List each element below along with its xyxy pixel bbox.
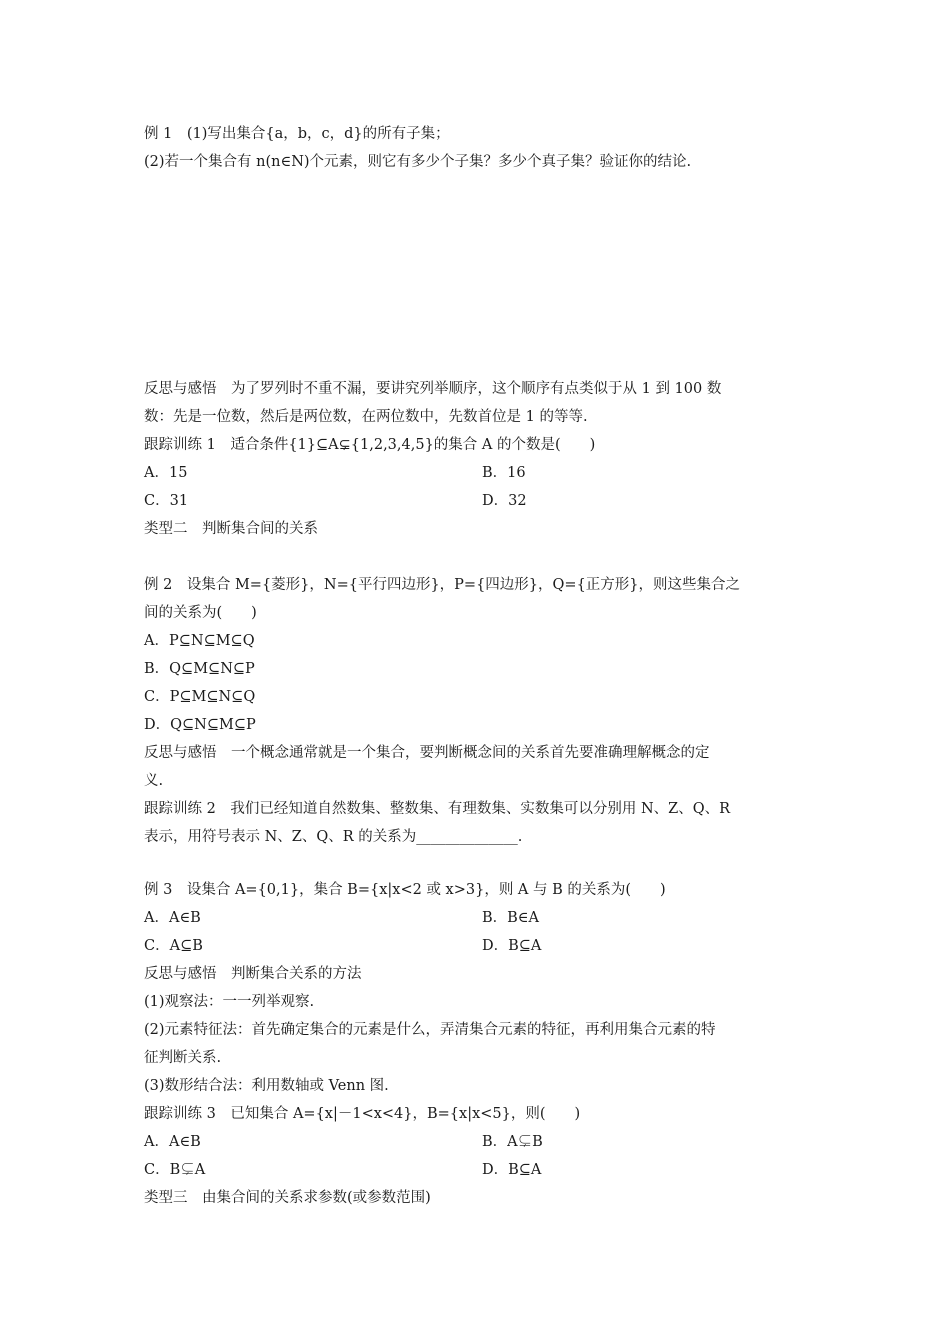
option-b: B．A⊊B [482, 1134, 543, 1150]
section-heading-type-3: 类型三 由集合间的关系求参数(或参数范围) [144, 1190, 431, 1206]
example-3: 例 3 设集合 A={0,1}，集合 B={x|x<2 或 x>3}，则 A 与 B 的关系为( ) [144, 882, 666, 898]
tracking-exercise-3: 跟踪训练 3 已知集合 A={x|－1<x<4}，B={x|x<5}，则( ) [144, 1106, 581, 1122]
option-a: A．P⊆N⊆M⊆Q [144, 633, 255, 649]
reflection-2-line-2: 义. [144, 773, 164, 789]
method-element-feature-line-1: (2)元素特征法：首先确定集合的元素是什么，弄清集合元素的特征，再利用集合元素的特 [144, 1022, 716, 1038]
example-1-part-1: 例 1 (1)写出集合{a，b，c，d}的所有子集； [144, 126, 450, 142]
option-c: C．31 [144, 493, 189, 509]
option-b: B．B∈A [482, 910, 540, 926]
option-d: D．B⊆A [482, 938, 542, 954]
example-2-line-1: 例 2 设集合 M={菱形}，N={平行四边形}，P={四边形}，Q={正方形}，则这些集合之 [144, 577, 741, 593]
option-b: B．Q⊆M⊆N⊆P [144, 661, 255, 677]
method-observation: (1)观察法：一一列举观察. [144, 994, 315, 1010]
option-b: B．16 [482, 465, 526, 481]
option-d: D．32 [482, 493, 527, 509]
reflection-1-line-1: 反思与感悟 为了罗列时不重不漏，要讲究列举顺序，这个顺序有点类似于从 1 到 100 数 [144, 381, 722, 397]
option-a: A．15 [144, 465, 188, 481]
section-heading-type-2: 类型二 判断集合间的关系 [144, 521, 318, 537]
tracking-exercise-2-line-2: 表示，用符号表示 N、Z、Q、R 的关系为______________. [144, 829, 523, 845]
option-c: C．A⊆B [144, 938, 203, 954]
option-c: C．B⊊A [144, 1162, 206, 1178]
example-1-part-2: (2)若一个集合有 n(n∈N)个元素，则它有多少个子集？多少个真子集？验证你的结论. [144, 154, 692, 170]
reflection-1-line-2: 数：先是一位数，然后是两位数，在两位数中，先数首位是 1 的等等. [144, 409, 588, 425]
tracking-exercise-1: 跟踪训练 1 适合条件{1}⊆A⊊{1,2,3,4,5}的集合 A 的个数是( ) [144, 437, 596, 453]
option-d: D．B⊆A [482, 1162, 542, 1178]
reflection-2-line-1: 反思与感悟 一个概念通常就是一个集合，要判断概念间的关系首先要准确理解概念的定 [144, 745, 710, 761]
method-number-shape: (3)数形结合法：利用数轴或 Venn 图. [144, 1078, 389, 1094]
option-d: D．Q⊆N⊆M⊆P [144, 717, 256, 733]
option-a: A．A∈B [144, 910, 201, 926]
reflection-3-title: 反思与感悟 判断集合关系的方法 [144, 966, 362, 982]
option-a: A．A∈B [144, 1134, 201, 1150]
tracking-exercise-2-line-1: 跟踪训练 2 我们已经知道自然数集、整数集、有理数集、实数集可以分别用 N、Z、Q、R [144, 801, 731, 817]
option-c: C．P⊆M⊆N⊆Q [144, 689, 256, 705]
example-2-line-2: 间的关系为( ) [144, 605, 257, 621]
method-element-feature-line-2: 征判断关系. [144, 1050, 222, 1066]
